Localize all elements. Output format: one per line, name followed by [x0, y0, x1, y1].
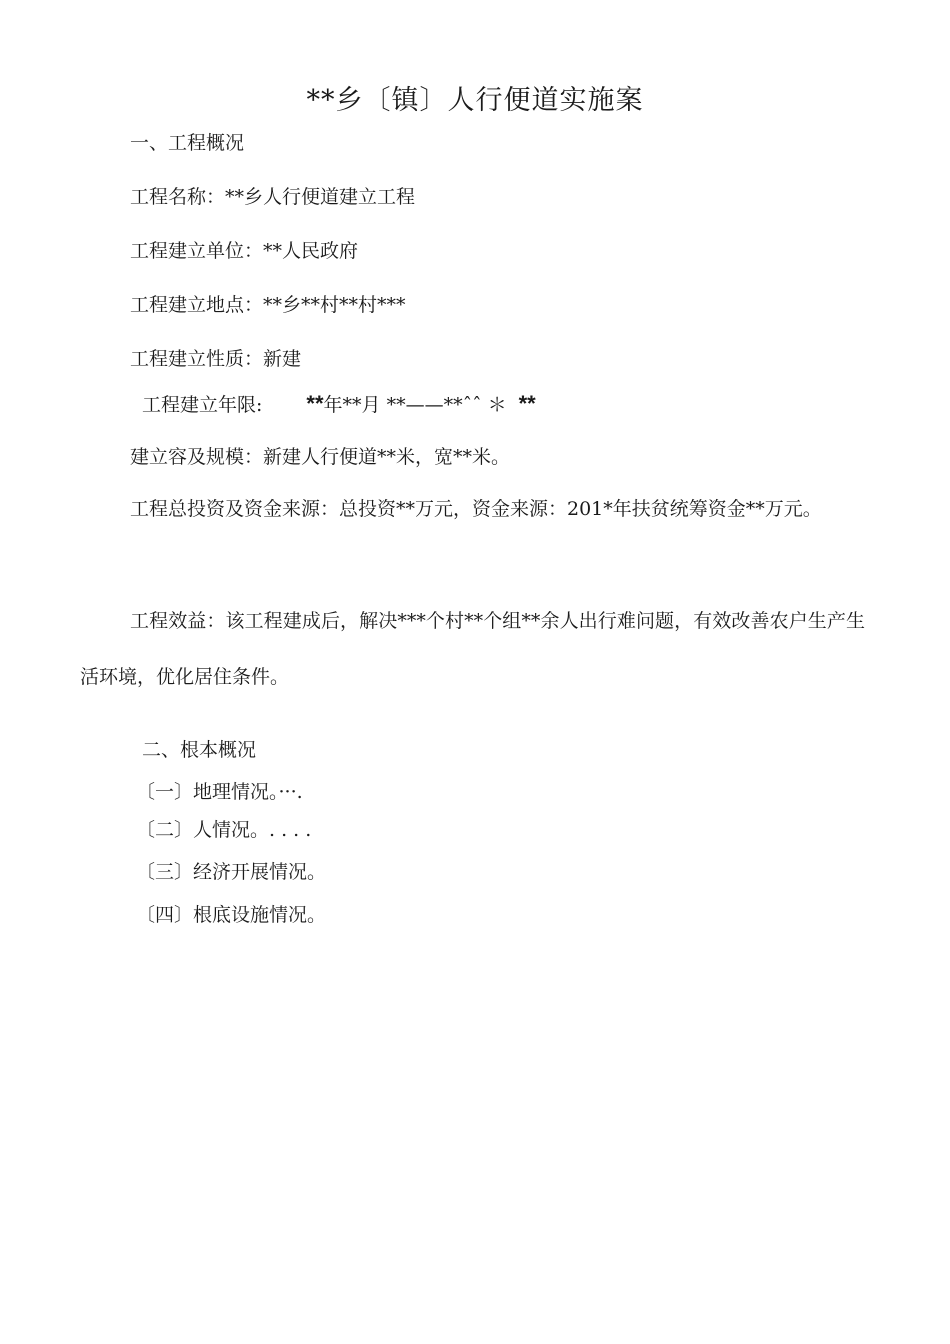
construction-site-line: 工程建立地点：**乡**村**村***: [130, 294, 406, 316]
period-value-stars-start: **: [306, 391, 324, 416]
document-title: **乡〔镇〕人行便道实施案: [306, 85, 644, 116]
section-2-item: 〔二〕人情况。. . . .: [136, 819, 312, 841]
section-2-heading: 二、根本概况: [142, 739, 257, 761]
period-label: 工程建立年限:: [142, 394, 263, 416]
period-value-stars-end: **: [518, 391, 536, 416]
section-2-item: 〔四〕根底设施情况。: [136, 904, 327, 926]
project-name-line: 工程名称：**乡人行便道建立工程: [130, 186, 416, 208]
construction-period-line: [142, 390, 536, 417]
construction-unit-line: 工程建立单位：**人民政府: [130, 240, 359, 262]
period-value: 年**月 **——**ˆˆ ＊: [323, 394, 507, 416]
investment-paragraph: 工程总投资及资金来源：总投资**万元，资金来源：201*年扶贫统筹资金**万元。: [130, 498, 822, 520]
section-2-item: 〔一〕地理情况。···.: [136, 781, 303, 803]
benefit-paragraph: 工程效益：该工程建成后，解决***个村**个组**余人出行难问题，有效改善农户生产生活环境，优化居住条件。: [80, 610, 865, 688]
scale-line: 建立容及规模：新建人行便道**米，宽**米。: [130, 446, 511, 468]
section-2-item: 〔三〕经济开展情况。: [136, 861, 327, 883]
construction-nature-line: 工程建立性质：新建: [130, 348, 302, 370]
section-1-heading: 一、工程概况: [130, 132, 245, 154]
